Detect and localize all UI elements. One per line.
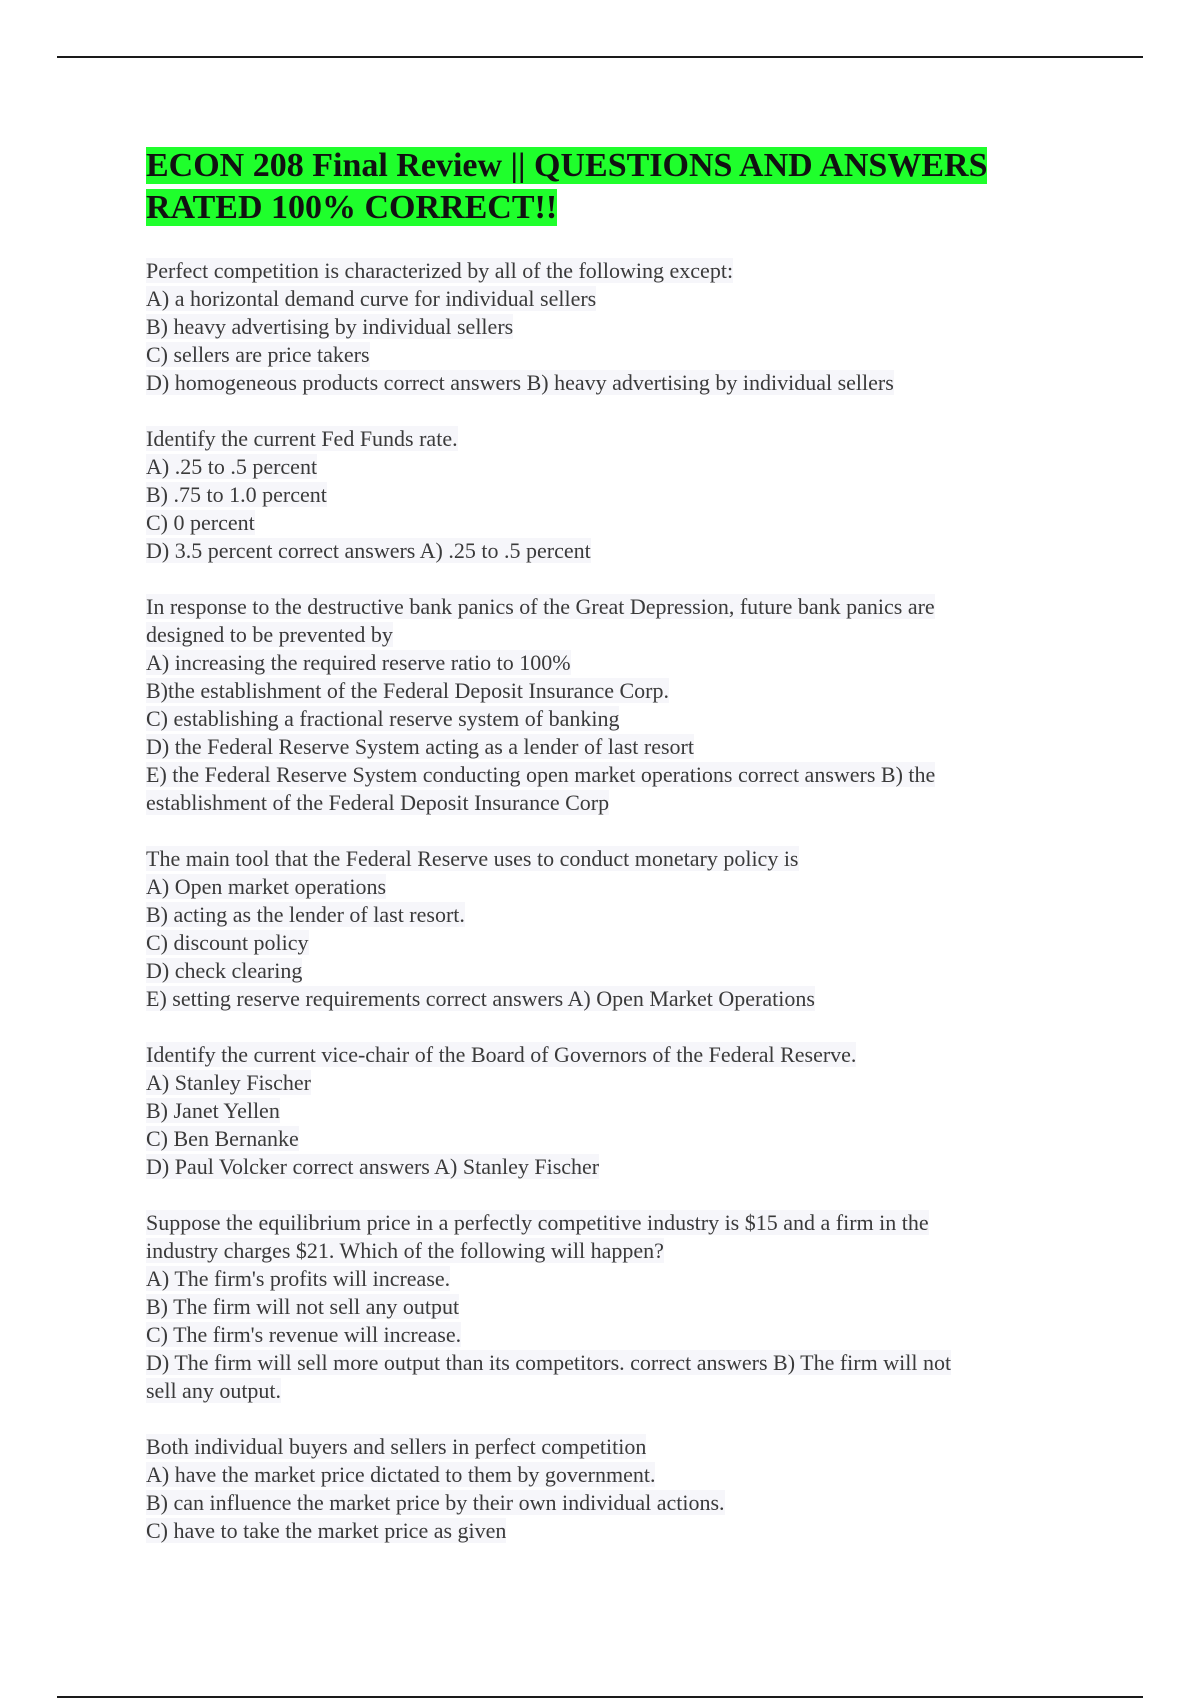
answer-option <box>146 929 1046 957</box>
answer-option <box>146 1489 1046 1517</box>
answer-option <box>146 789 1046 817</box>
question-block <box>146 1433 1046 1545</box>
line-text: B) The firm will not sell any output <box>146 1294 460 1319</box>
line-text: B) Janet Yellen <box>146 1098 280 1123</box>
answer-option <box>146 1265 1046 1293</box>
line-text: A) have the market price dictated to them by government. <box>146 1462 656 1487</box>
line-text: A) increasing the required reserve ratio to 100% <box>146 650 571 675</box>
question-text <box>146 257 1046 285</box>
answer-option <box>146 733 1046 761</box>
line-text: designed to be prevented by <box>146 622 393 647</box>
question-block <box>146 425 1046 565</box>
answer-option <box>146 957 1046 985</box>
question-text <box>146 593 1046 621</box>
line-text: E) setting reserve requirements correct answers A) Open Market Operations <box>146 986 815 1011</box>
answer-option <box>146 537 1046 565</box>
answer-option <box>146 509 1046 537</box>
question-text <box>146 425 1046 453</box>
line-text: C) Ben Bernanke <box>146 1126 299 1151</box>
line-text: A) Stanley Fischer <box>146 1070 311 1095</box>
answer-option <box>146 677 1046 705</box>
answer-option <box>146 901 1046 929</box>
line-text: B) acting as the lender of last resort. <box>146 902 465 927</box>
line-text: C) have to take the market price as given <box>146 1518 507 1543</box>
answer-option <box>146 453 1046 481</box>
line-text: Both individual buyers and sellers in perfect competition <box>146 1434 647 1459</box>
question-text <box>146 1041 1046 1069</box>
line-text: C) 0 percent <box>146 510 255 535</box>
answer-option <box>146 481 1046 509</box>
line-text: Identify the current Fed Funds rate. <box>146 426 458 451</box>
line-text: C) The firm's revenue will increase. <box>146 1322 462 1347</box>
answer-option <box>146 369 1046 397</box>
line-text: C) discount policy <box>146 930 309 955</box>
answer-option <box>146 1377 1046 1405</box>
answer-option <box>146 1517 1046 1545</box>
question-text <box>146 1237 1046 1265</box>
line-text: D) homogeneous products correct answers B) heavy advertising by individual sellers <box>146 370 894 395</box>
line-text: In response to the destructive bank panics of the Great Depression, future bank panics are <box>146 594 935 619</box>
line-text: A) Open market operations <box>146 874 387 899</box>
question-block <box>146 1209 1046 1405</box>
answer-option <box>146 873 1046 901</box>
line-text: B) heavy advertising by individual sellers <box>146 314 514 339</box>
question-text <box>146 1209 1046 1237</box>
line-text: The main tool that the Federal Reserve uses to conduct monetary policy is <box>146 846 799 871</box>
line-text: Suppose the equilibrium price in a perfectly competitive industry is $15 and a firm in the <box>146 1210 929 1235</box>
answer-option <box>146 1321 1046 1349</box>
answer-option <box>146 1069 1046 1097</box>
line-text: D) check clearing <box>146 958 303 983</box>
line-text: A) .25 to .5 percent <box>146 454 318 479</box>
question-block <box>146 1041 1046 1181</box>
document-body <box>146 145 1046 1573</box>
answer-option <box>146 1097 1046 1125</box>
line-text: Identify the current vice-chair of the Board of Governors of the Federal Reserve. <box>146 1042 857 1067</box>
question-block <box>146 257 1046 397</box>
top-rule <box>57 56 1143 58</box>
line-text: D) The firm will sell more output than its competitors. correct answers B) The firm will not <box>146 1350 952 1375</box>
question-text <box>146 845 1046 873</box>
question-block <box>146 593 1046 817</box>
question-block <box>146 845 1046 1013</box>
answer-option <box>146 1293 1046 1321</box>
answer-option <box>146 705 1046 733</box>
line-text: A) The firm's profits will increase. <box>146 1266 451 1291</box>
answer-option <box>146 985 1046 1013</box>
answer-option <box>146 1461 1046 1489</box>
line-text: E) the Federal Reserve System conducting open market operations correct answers B) the <box>146 762 936 787</box>
answer-option <box>146 1125 1046 1153</box>
line-text: B)the establishment of the Federal Deposit Insurance Corp. <box>146 678 669 703</box>
answer-option <box>146 649 1046 677</box>
answer-option <box>146 761 1046 789</box>
question-text <box>146 621 1046 649</box>
line-text: industry charges $21. Which of the following will happen? <box>146 1238 664 1263</box>
answer-option <box>146 341 1046 369</box>
line-text: C) establishing a fractional reserve system of banking <box>146 706 620 731</box>
answer-option <box>146 313 1046 341</box>
line-text: D) 3.5 percent correct answers A) .25 to .5 percent <box>146 538 591 563</box>
line-text: Perfect competition is characterized by all of the following except: <box>146 258 734 283</box>
document-title-text: ECON 208 Final Review || QUESTIONS AND ANSWERS RATED 100% CORRECT!! <box>146 147 988 226</box>
line-text: B) .75 to 1.0 percent <box>146 482 327 507</box>
line-text: sell any output. <box>146 1378 282 1403</box>
question-text <box>146 1433 1046 1461</box>
line-text: B) can influence the market price by their own individual actions. <box>146 1490 725 1515</box>
answer-option <box>146 1153 1046 1181</box>
document-title <box>146 145 1046 229</box>
line-text: D) the Federal Reserve System acting as a lender of last resort <box>146 734 694 759</box>
answer-option <box>146 1349 1046 1377</box>
answer-option <box>146 285 1046 313</box>
bottom-rule <box>57 1696 1143 1698</box>
line-text: A) a horizontal demand curve for individual sellers <box>146 286 597 311</box>
line-text: D) Paul Volcker correct answers A) Stanley Fischer <box>146 1154 600 1179</box>
line-text: C) sellers are price takers <box>146 342 370 367</box>
line-text: establishment of the Federal Deposit Insurance Corp <box>146 790 610 815</box>
